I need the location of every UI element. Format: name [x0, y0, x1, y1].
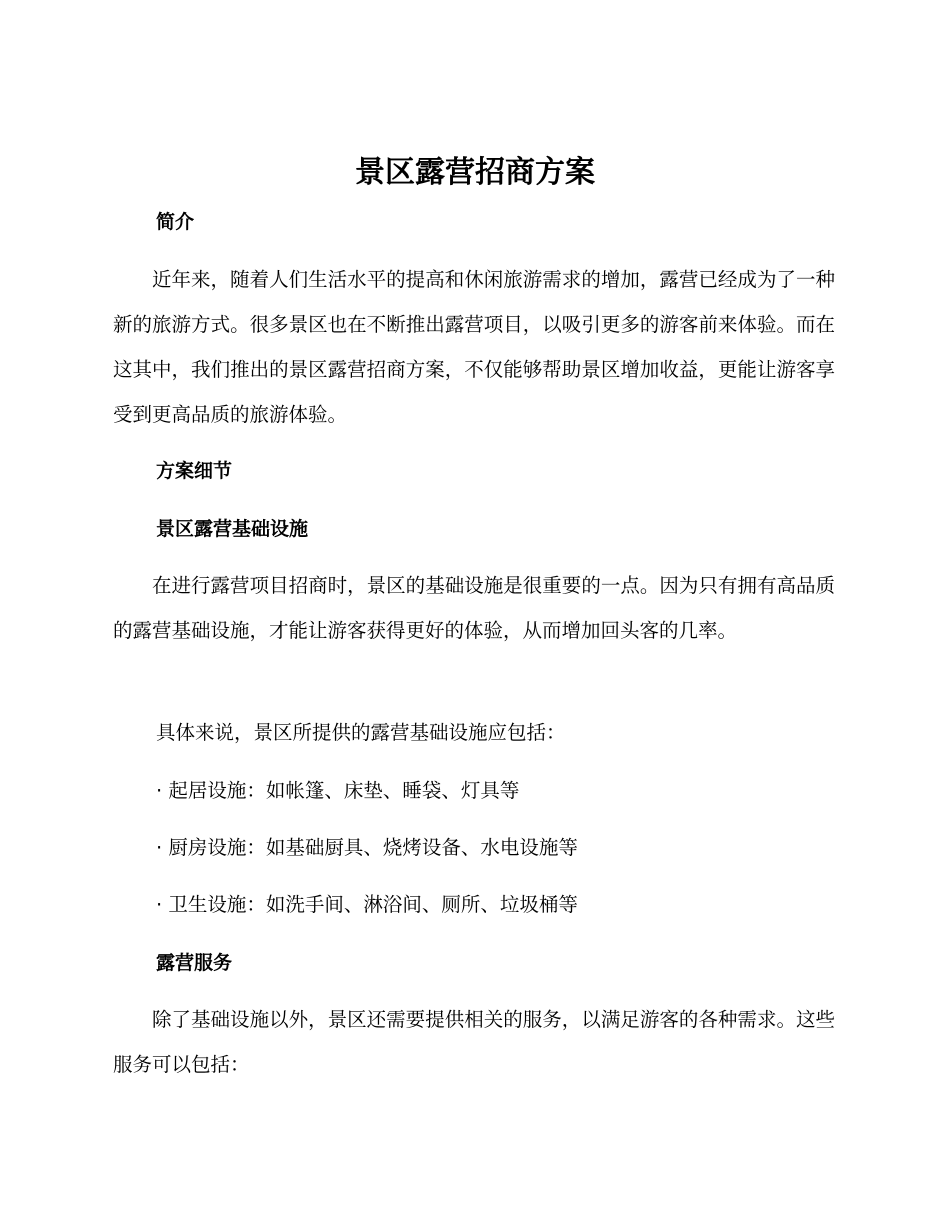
list-item-kitchen-facilities: · 厨房设施：如基础厨具、烧烤设备、水电设施等 — [156, 836, 578, 859]
section-heading-services: 露营服务 — [156, 952, 233, 974]
document-title: 景区露营招商方案 — [355, 155, 595, 190]
section-heading-facilities: 景区露营基础设施 — [156, 518, 309, 540]
intro-paragraph: 近年来，随着人们生活水平的提高和休闲旅游需求的增加，露营已经成为了一种新的旅游方式。很多景区也在不断推出露营项目，以吸引更多的游客前来体验。而在这其中，我们推出的景区露营招商方案，不仅能够帮助景区增加收益，更能让游客享受到更高品质的旅游体验。 — [113, 268, 835, 426]
list-item-sanitary-facilities: · 卫生设施：如洗手间、淋浴间、厕所、垃圾桶等 — [156, 893, 578, 916]
facilities-intro-line: 具体来说，景区所提供的露营基础设施应包括： — [156, 721, 566, 744]
list-item-living-facilities: · 起居设施：如帐篷、床垫、睡袋、灯具等 — [156, 779, 520, 802]
section-heading-plan-details: 方案细节 — [156, 460, 233, 482]
section-heading-intro: 简介 — [156, 211, 195, 233]
facilities-paragraph: 在进行露营项目招商时，景区的基础设施是很重要的一点。因为只有拥有高品质的露营基础设施，才能让游客获得更好的体验，从而增加回头客的几率。 — [113, 574, 835, 642]
services-paragraph: 除了基础设施以外，景区还需要提供相关的服务，以满足游客的各种需求。这些服务可以包括： — [113, 1008, 835, 1076]
